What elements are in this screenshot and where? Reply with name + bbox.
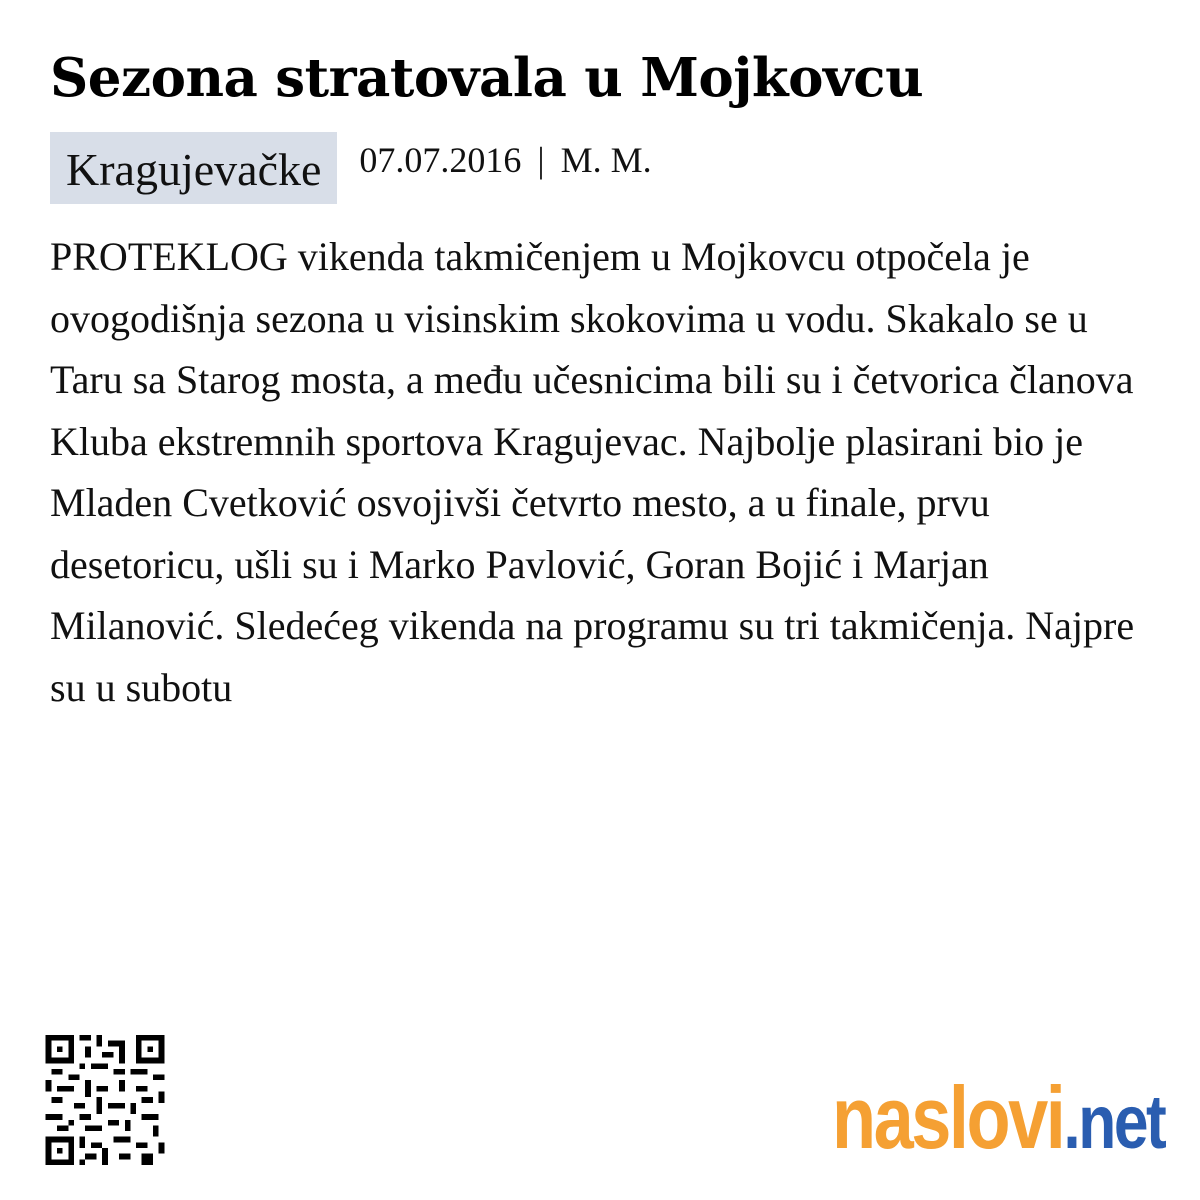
logo-part-net: .net	[1063, 1080, 1164, 1165]
article-meta	[50, 132, 1160, 204]
article-body: PROTEKLOG vikenda takmičenjem u Mojkovcu otpočela je ovogodišnja sezona u visinskim skokovima u vodu. Skakalo se u Taru sa Starog mosta, a među učesnicima bili su i četvorica članova Kluba ekstremnih sportova Kragujevac. Najbolje plasirani bio je Mladen Cvetković osvojivši četvrto mesto, a u finale, prvu desetoricu, ušli su i Marko Pavlović, Goran Bojić i Marjan Milanović. Sledećeg vikenda na programu su tri takmičenja. Najpre su u subotu	[50, 234, 1135, 710]
qr-code-icon	[45, 1035, 165, 1165]
logo-part-naslovi: naslovi	[831, 1068, 1064, 1167]
article	[50, 38, 1160, 718]
article-date: 07.07.2016	[359, 140, 522, 180]
category-tag[interactable]: Kragujevačke	[50, 132, 337, 204]
meta-info	[359, 139, 651, 181]
article-title: Sezona stratovala u Mojkovcu	[50, 47, 924, 109]
naslovi-logo[interactable]	[832, 1068, 1164, 1173]
article-author: M. M.	[560, 140, 652, 180]
meta-separator: |	[537, 140, 545, 180]
